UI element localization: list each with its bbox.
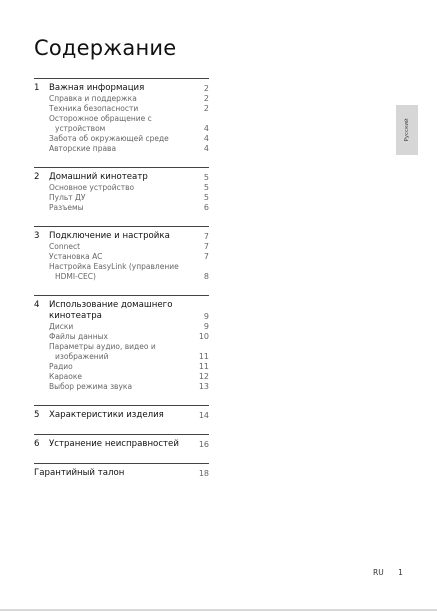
entry-title-line: Настройка EasyLink (управление xyxy=(49,262,179,271)
entry-title: Установка AC xyxy=(49,252,103,261)
entry-title-line: Осторожное обращение с xyxy=(49,114,152,123)
toc-entry[interactable] xyxy=(34,134,209,144)
toc-entry[interactable] xyxy=(34,104,209,114)
entry-title: Пульт ДУ xyxy=(49,193,86,202)
page-number: 2 xyxy=(203,94,209,103)
toc-section-2 xyxy=(34,167,209,213)
toc-entry[interactable] xyxy=(34,203,209,213)
toc-section-3 xyxy=(34,226,209,282)
entry-title: Радио xyxy=(49,362,73,371)
entry-title xyxy=(49,114,187,134)
entry-title xyxy=(49,342,187,362)
page-number: 9 xyxy=(203,312,209,321)
entry-title: Справка и поддержка xyxy=(49,94,137,103)
entry-title-continuation: устройством xyxy=(55,124,106,133)
language-code: RU xyxy=(373,568,384,577)
entry-title: Основное устройство xyxy=(49,183,135,192)
entry-title xyxy=(49,262,187,282)
entry-title: Авторские права xyxy=(49,144,117,153)
toc-entry[interactable] xyxy=(34,144,209,154)
toc-entry[interactable] xyxy=(34,242,209,252)
footer-page-number: 1 xyxy=(398,568,403,577)
language-side-tab xyxy=(396,105,418,155)
section-title: Подключение и настройка xyxy=(49,231,170,241)
toc-section-4 xyxy=(34,295,209,392)
section-title: Характеристики изделия xyxy=(49,410,164,420)
page-number: 4 xyxy=(203,134,209,143)
page-number: 5 xyxy=(203,193,209,202)
toc-section-heading[interactable] xyxy=(34,83,209,94)
toc-section-heading[interactable] xyxy=(34,468,209,479)
toc-entry[interactable] xyxy=(34,262,209,282)
toc-section-heading[interactable] xyxy=(34,300,209,322)
section-number: 6 xyxy=(34,439,40,449)
entry-title: Файлы данных xyxy=(49,332,108,341)
page-number: 10 xyxy=(198,332,209,341)
section-number: 1 xyxy=(34,83,40,93)
entry-title-continuation: изображений xyxy=(55,352,109,361)
toc-section-1 xyxy=(34,78,209,154)
page-number: 7 xyxy=(203,242,209,251)
language-side-label: Русский xyxy=(404,118,410,142)
toc-section-warranty xyxy=(34,463,209,479)
section-number: 3 xyxy=(34,231,40,241)
page-number: 11 xyxy=(198,362,209,371)
entry-title: Разъемы xyxy=(49,203,84,212)
page-number: 8 xyxy=(203,272,209,281)
toc-entry[interactable] xyxy=(34,94,209,104)
page-number: 4 xyxy=(203,144,209,153)
toc-entry[interactable] xyxy=(34,332,209,342)
toc-section-heading[interactable] xyxy=(34,231,209,242)
toc-section-6 xyxy=(34,434,209,450)
entry-title-continuation: HDMI-CEC) xyxy=(55,272,96,281)
section-title-continuation: кинотеатра xyxy=(49,311,102,321)
page-number: 7 xyxy=(203,252,209,261)
toc-entry[interactable] xyxy=(34,252,209,262)
section-number: 4 xyxy=(34,300,40,310)
entry-title: Техника безопасности xyxy=(49,104,139,113)
section-number: 5 xyxy=(34,410,40,420)
entry-title: Забота об окружающей среде xyxy=(49,134,169,143)
section-title: Домашний кинотеатр xyxy=(49,172,148,182)
page-number: 11 xyxy=(198,352,209,361)
section-number: 2 xyxy=(34,172,40,182)
toc-section-heading[interactable] xyxy=(34,439,209,450)
page-number: 6 xyxy=(203,203,209,212)
toc-entry[interactable] xyxy=(34,372,209,382)
page-number: 7 xyxy=(203,232,209,241)
section-title-line: Использование домашнего xyxy=(49,300,173,310)
toc-entry[interactable] xyxy=(34,183,209,193)
entry-title: Выбор режима звука xyxy=(49,382,133,391)
section-title xyxy=(49,300,187,322)
section-title: Устранение неисправностей xyxy=(49,439,179,449)
page-number: 2 xyxy=(203,84,209,93)
page-number: 16 xyxy=(198,440,209,449)
section-title: Важная информация xyxy=(49,83,145,93)
toc-entry[interactable] xyxy=(34,193,209,203)
page-number: 5 xyxy=(203,183,209,192)
page-footer xyxy=(373,568,403,577)
toc-entry[interactable] xyxy=(34,114,209,134)
page-number: 12 xyxy=(198,372,209,381)
page-title: Содержание xyxy=(34,36,177,60)
page-number: 5 xyxy=(203,173,209,182)
toc-section-heading[interactable] xyxy=(34,172,209,183)
page-number: 14 xyxy=(198,411,209,420)
entry-title: Караоке xyxy=(49,372,83,381)
entry-title-line: Параметры аудио, видео и xyxy=(49,342,156,351)
page-number: 13 xyxy=(198,382,209,391)
page-number: 18 xyxy=(198,469,209,478)
entry-title: Диски xyxy=(49,322,74,331)
toc-entry[interactable] xyxy=(34,322,209,332)
toc-section-heading[interactable] xyxy=(34,410,209,421)
table-of-contents xyxy=(34,78,209,492)
toc-entry[interactable] xyxy=(34,342,209,362)
section-title: Гарантийный талон xyxy=(34,468,125,478)
toc-entry[interactable] xyxy=(34,362,209,372)
entry-title: Connect xyxy=(49,242,81,251)
toc-section-5 xyxy=(34,405,209,421)
page-number: 2 xyxy=(203,104,209,113)
page-number: 9 xyxy=(203,322,209,331)
toc-entry[interactable] xyxy=(34,382,209,392)
page-number: 4 xyxy=(203,124,209,133)
